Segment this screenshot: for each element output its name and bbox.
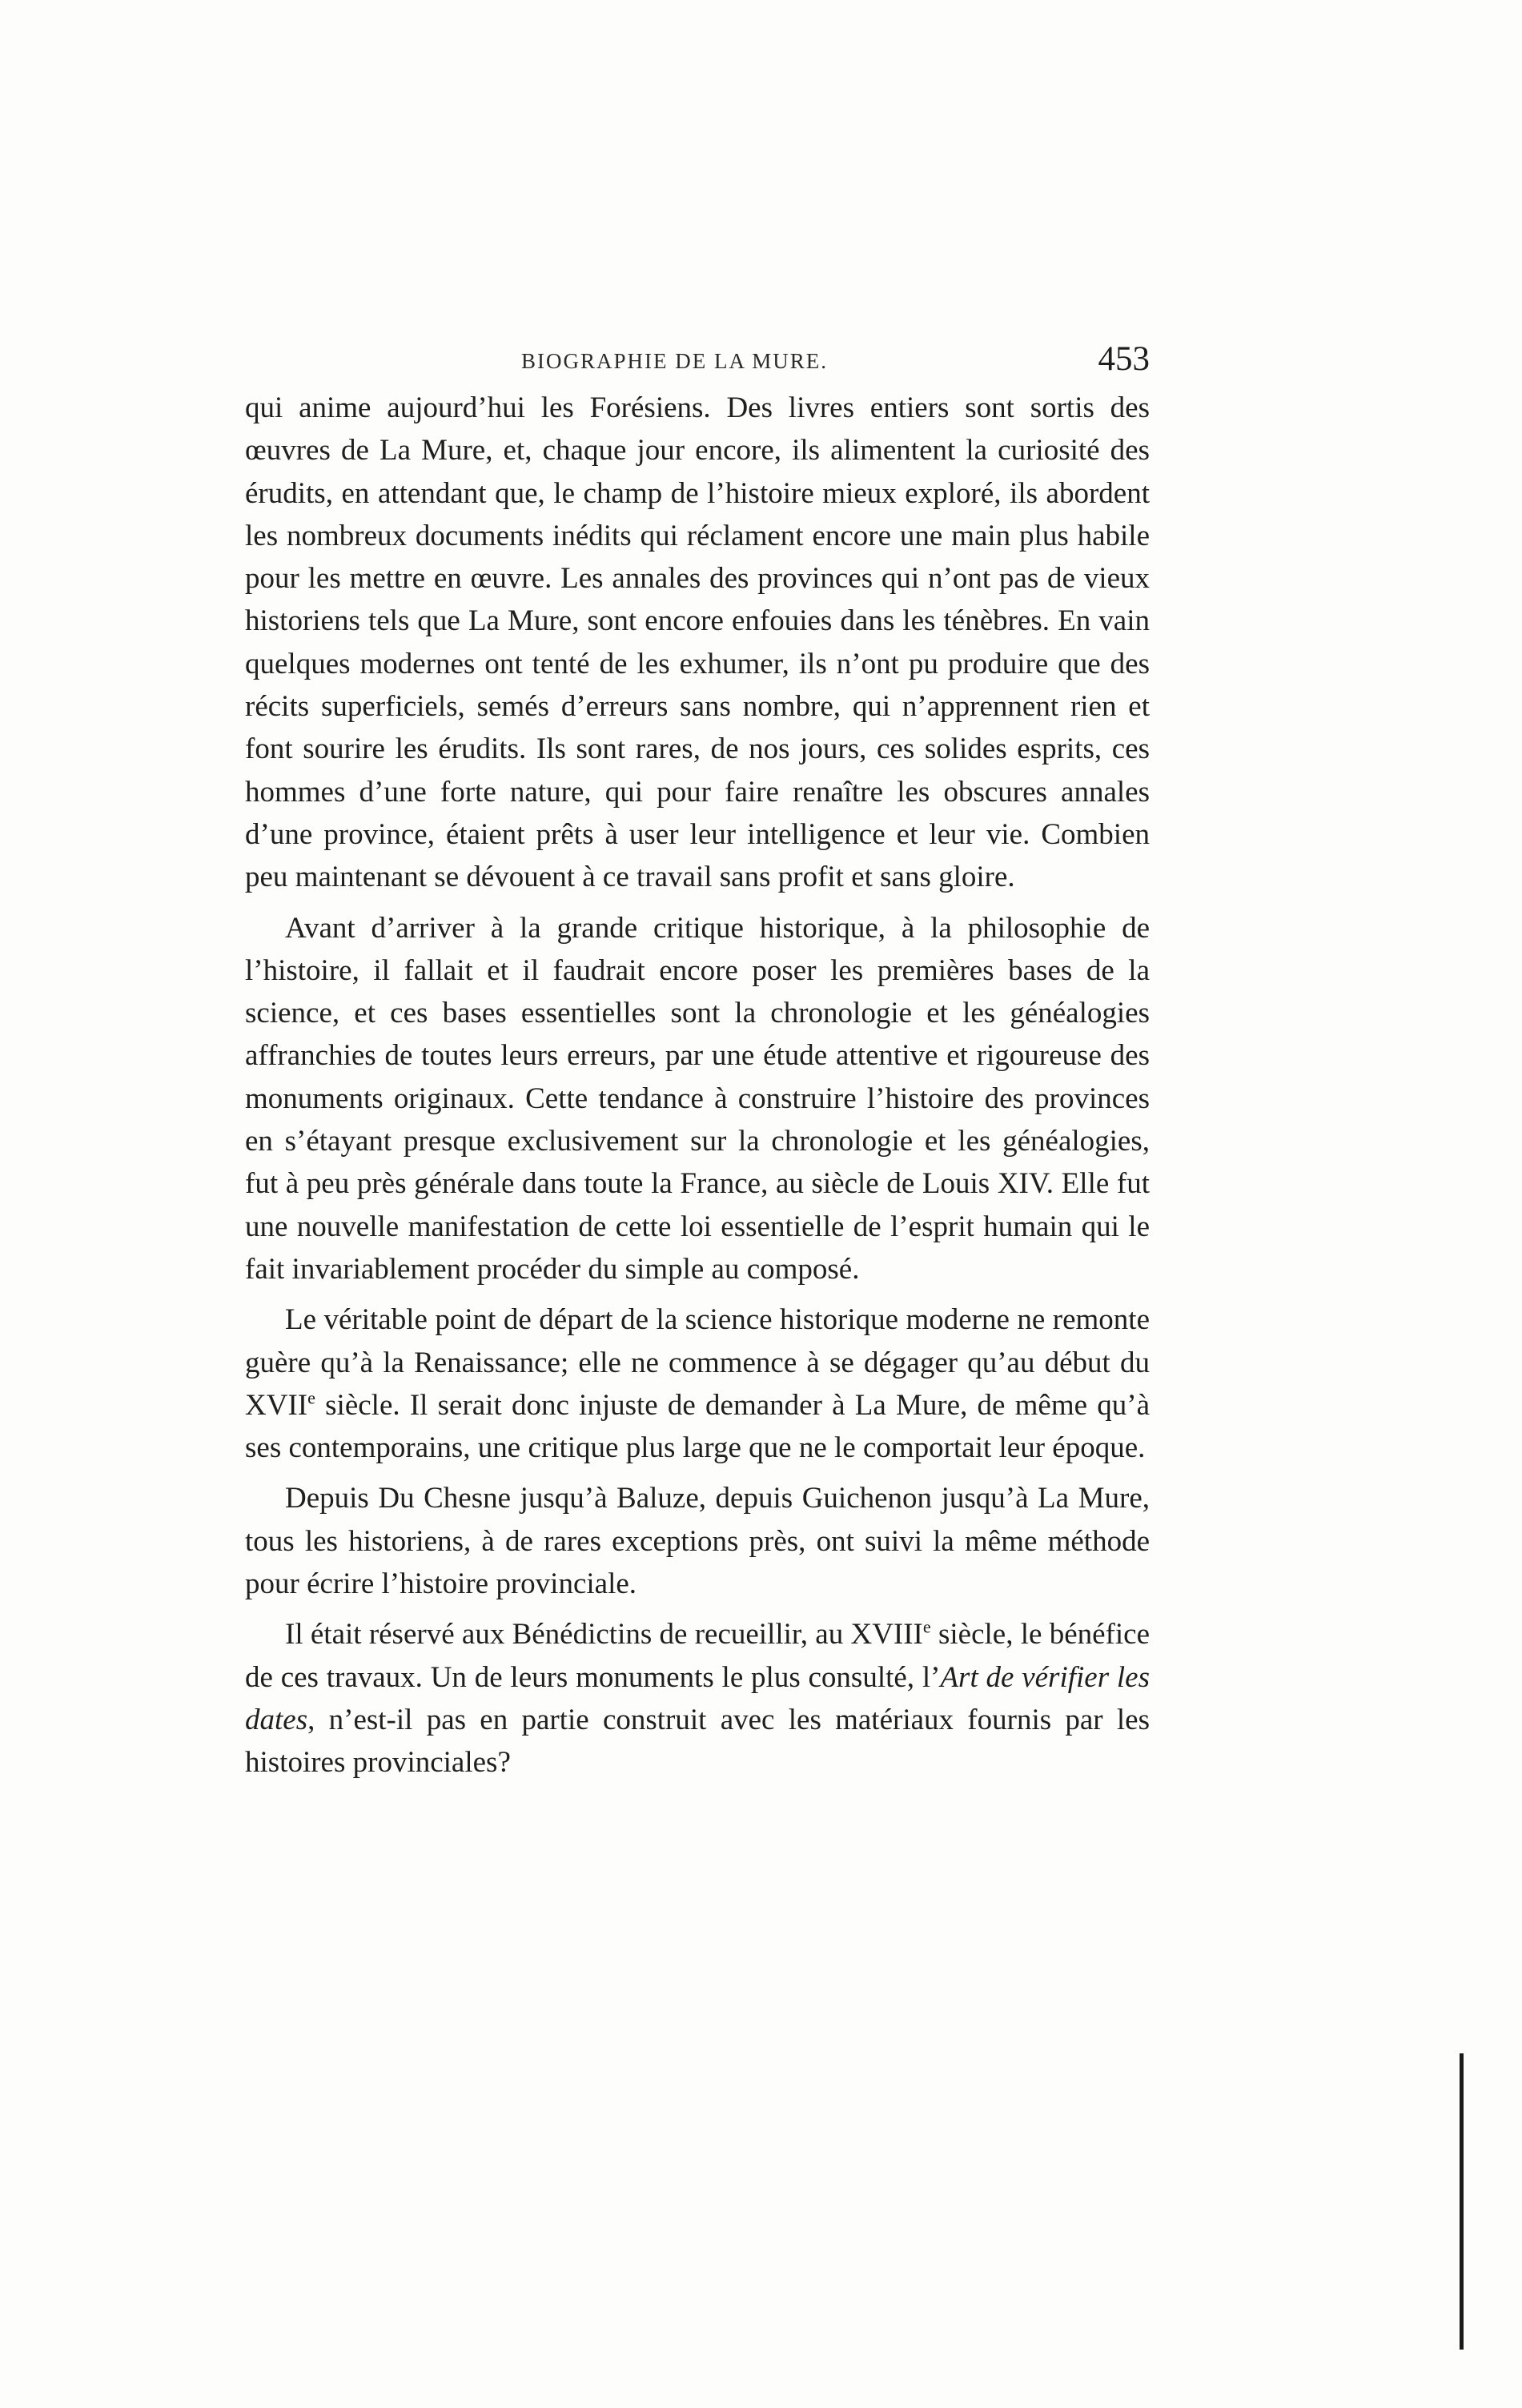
scan-edge-line (1460, 2053, 1464, 2350)
paragraph-3-text-b: siècle. Il serait donc injuste de demander à La Mure, de même qu’à ses contemporains, une critique plus large que ne le comportait leur époque. (245, 1388, 1150, 1465)
paragraph-3-text-a: Le véritable point de départ de la science historique moderne ne remonte guère qu’à la Renaissance; elle ne commence à se dégager qu’au début du XVII (245, 1303, 1150, 1422)
paragraph-2: Avant d’arriver à la grande critique historique, à la philosophie de l’histoire, il fallait et il faudrait encore poser les premières bases de la science, et ces bases essentielles sont la chronologie et les généalogies affranchies de toutes leurs erreurs, par une étude attentive et rigoureuse des monuments originaux. Cette tendance à construire l’histoire des provinces en s’étayant presque exclusivement sur la chronologie et les généalogies, fut à peu près générale dans toute la France, au siècle de Louis XIV. Elle fut une nouvelle manifestation de cette loi essentielle de l’esprit humain qui le fait invariablement procéder du simple au composé. (245, 911, 1150, 1286)
paragraph-3 (245, 1298, 1150, 1469)
paragraph-5-text-c: , n’est-il pas en partie construit avec les matériaux fournis par les histoires provinciales? (245, 1703, 1150, 1780)
paragraph-5-text-a: Il était réservé aux Bénédictins de recueillir, au XVIII (285, 1618, 923, 1651)
century-superscript: e (307, 1387, 315, 1408)
running-head (245, 339, 1150, 387)
page-number: 453 (1098, 340, 1150, 378)
running-title: BIOGRAPHIE DE LA MURE. (521, 349, 829, 373)
body-text (245, 387, 1150, 1784)
century-superscript: e (922, 1616, 931, 1637)
paragraph-1: qui anime aujourd’hui les Forésiens. Des livres entiers sont sortis des œuvres de La Mure, et, chaque jour encore, ils alimentent la curiosité des érudits, en attendant que, le champ de l’histoire mieux exploré, ils abordent les nombreux documents inédits qui réclament encore une main plus habile pour les mettre en œuvre. Les annales des provinces qui n’ont pas de vieux historiens tels que La Mure, sont encore enfouies dans les ténèbres. En vain quelques modernes ont tenté de les exhumer, ils n’ont pu produire que des récits superficiels, semés d’erreurs sans nombre, qui n’apprennent rien et font sourire les érudits. Ils sont rares, de nos jours, ces solides esprits, ces hommes d’une forte nature, qui pour faire renaître les obscures annales d’une province, étaient prêts à user leur intelligence et leur vie. Combien peu maintenant se dévouent à ce travail sans profit et sans gloire. (245, 391, 1150, 894)
book-title: Art de vérifier les dates (245, 1660, 1150, 1736)
paragraph-5-text-b: siècle, le bénéfice de ces travaux. Un de leurs monuments le plus consulté, l’ (245, 1618, 1150, 1694)
paragraph-4: Depuis Du Chesne jusqu’à Baluze, depuis Guichenon jusqu’à La Mure, tous les historiens, à de rares exceptions près, ont suivi la même méthode pour écrire l’histoire provinciale. (245, 1482, 1150, 1601)
paragraph-5 (245, 1613, 1150, 1784)
